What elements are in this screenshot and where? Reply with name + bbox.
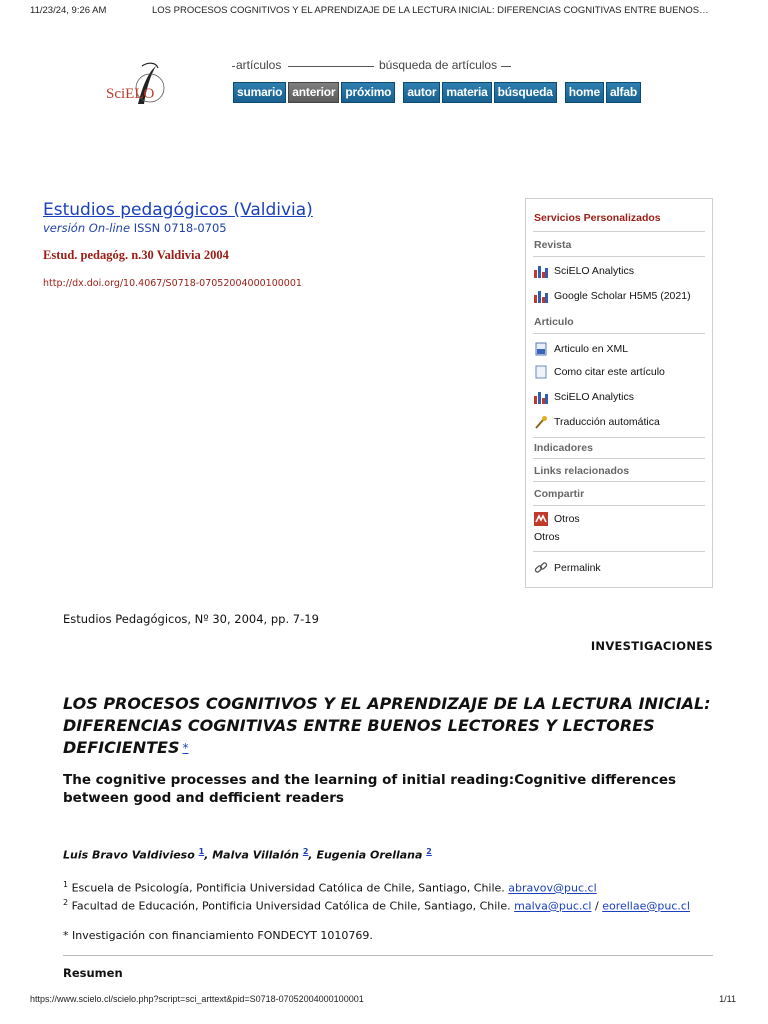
bar-chart-icon [534, 289, 548, 303]
nav-button-alfab[interactable]: alfab [606, 82, 641, 103]
section-links-relacionados[interactable]: Links relacionados [534, 465, 630, 477]
divider [533, 256, 705, 257]
divider [533, 505, 705, 506]
affiliation-text: Escuela de Psicología, Pontificia Universidad Católica de Chile, Santiago, Chile. [71, 881, 505, 895]
revista-scielo-analytics[interactable] [534, 264, 634, 278]
affiliation-number: 1 [63, 880, 69, 889]
services-panel [525, 198, 713, 588]
scielo-logo-text: SciELO [106, 86, 155, 102]
affiliation-2: $^2$ Facultad de Educación, Pontificia Universidad Católica de Chile, Santiago, Chile. malva@puc.cl / eorellae@puc.cl [63, 898, 690, 913]
article-reference: Estudios Pedagógicos, Nº 30, 2004, pp. 7-19 [63, 612, 319, 626]
nav-label-articles: artículos [236, 58, 282, 72]
print-footer [0, 994, 768, 1008]
section-articulo: Articulo [534, 316, 574, 328]
articulo-scielo-analytics[interactable] [534, 390, 634, 404]
section-revista: Revista [534, 239, 572, 251]
revista-item-label: SciELO Analytics [554, 265, 634, 277]
articulo-item-label: Articulo en XML [554, 343, 629, 355]
doi-link[interactable]: http://dx.doi.org/10.4067/S0718-07052004000100001 [43, 278, 302, 289]
nav-bracket [232, 66, 235, 67]
share-otros-text[interactable]: Otros [534, 531, 560, 543]
title-footnote-link[interactable]: * [182, 741, 189, 755]
share-otros-icon-label: Otros [554, 513, 580, 525]
services-header: Servicios Personalizados [534, 212, 661, 224]
author-affiliation-link[interactable]: 2 [426, 847, 432, 856]
author-affiliation-link[interactable]: 1 [198, 847, 205, 856]
share-otros-link[interactable] [534, 512, 580, 526]
nav-divider [288, 66, 374, 67]
divider [63, 955, 713, 956]
article-title-english: The cognitive processes and the learning of initial reading:Cognitive differences between good and defficient readers [63, 772, 677, 806]
divider [533, 551, 705, 552]
nav-button-sumario[interactable]: sumario [233, 82, 286, 103]
email-link[interactable]: abravov@puc.cl [508, 881, 597, 895]
divider [533, 437, 705, 438]
xml-document-icon [534, 342, 548, 356]
link-chain-icon [534, 561, 548, 575]
nav-button-autor[interactable]: autor [403, 82, 440, 103]
author-name: Malva Villalón [212, 848, 299, 862]
nav-button-anterior[interactable]: anterior [288, 82, 339, 103]
section-compartir: Compartir [534, 488, 585, 500]
article-title-text: LOS PROCESOS COGNITIVOS Y EL APRENDIZAJE DE LA LECTURA INICIAL: DIFERENCIAS COGNITIVAS ENTRE BUENOS LECTORES Y LECTORES DEFICIENTES [63, 694, 711, 757]
abstract-heading: Resumen [63, 966, 123, 980]
document-icon [534, 365, 548, 379]
scielo-logo[interactable] [98, 58, 170, 114]
author-name: Eugenia Orellana [316, 848, 423, 862]
articulo-xml[interactable] [534, 342, 628, 356]
nav-button-busqueda[interactable]: búsqueda [494, 82, 557, 103]
articulo-item-label: Traducción automática [554, 416, 660, 428]
nav-button-materia[interactable]: materia [442, 82, 491, 103]
author-affiliation-link[interactable]: 2 [302, 847, 309, 856]
nav-divider [501, 66, 511, 67]
journal-citation: Estud. pedagóg. n.30 Valdivia 2004 [43, 248, 229, 262]
nav-button-proximo[interactable]: próximo [341, 82, 395, 103]
article-section-label: INVESTIGACIONES [590, 639, 713, 653]
print-url: https://www.scielo.cl/scielo.php?script=sci_arttext&pid=S0718-07052004000100001 [30, 994, 364, 1004]
author-name: Luis Bravo Valdivieso [63, 848, 195, 862]
divider [533, 231, 705, 232]
nav-label-search: búsqueda de artículos [379, 58, 498, 72]
divider [533, 481, 705, 482]
revista-item-label: Google Scholar H5M5 (2021) [554, 290, 691, 302]
funding-note: * Investigación con financiamiento FONDECYT 1010769. [63, 929, 373, 942]
nav-button-home[interactable]: home [565, 82, 604, 103]
print-page-number: 1/11 [719, 994, 736, 1004]
email-link[interactable]: malva@puc.cl [514, 899, 592, 913]
share-icon [534, 512, 548, 526]
journal-title-link[interactable]: Estudios pedagógicos (Valdivia) [43, 200, 313, 220]
permalink-label: Permalink [554, 562, 601, 574]
affiliation-number: 2 [63, 898, 69, 907]
articulo-item-label: Como citar este artículo [554, 366, 665, 378]
translate-wand-icon [534, 415, 548, 429]
print-timestamp: 11/23/24, 9:26 AM [30, 5, 107, 16]
articulo-item-label: SciELO Analytics [554, 391, 634, 403]
section-indicadores[interactable]: Indicadores [534, 442, 593, 454]
author-list: Luis Bravo Valdivieso $^1$, Malva Villalón $^2$, Eugenia Orellana $^2$ [63, 847, 432, 862]
journal-issn: ISSN 0718-0705 [133, 221, 227, 235]
journal-version [43, 221, 227, 235]
print-document-title: LOS PROCESOS COGNITIVOS Y EL APRENDIZAJE DE LA LECTURA INICIAL: DIFERENCIAS COGNITIVAS ENTRE BUENOS… [152, 5, 709, 16]
print-header [0, 5, 768, 21]
affiliation-1 [63, 877, 597, 896]
articulo-como-citar[interactable] [534, 365, 665, 379]
bar-chart-icon [534, 264, 548, 278]
nav-toolbar [233, 82, 641, 104]
nav-labels [232, 58, 592, 76]
articulo-traduccion[interactable] [534, 415, 660, 429]
affiliation-text: Facultad de Educación, Pontificia Universidad Católica de Chile, Santiago, Chile. [71, 899, 511, 913]
email-link[interactable]: eorellae@puc.cl [602, 899, 690, 913]
bar-chart-icon [534, 390, 548, 404]
revista-google-scholar[interactable] [534, 289, 691, 303]
divider [533, 458, 705, 459]
article-title [63, 693, 713, 759]
divider [533, 333, 705, 334]
permalink[interactable] [534, 561, 601, 575]
journal-version-label: versión On-line [43, 221, 131, 235]
